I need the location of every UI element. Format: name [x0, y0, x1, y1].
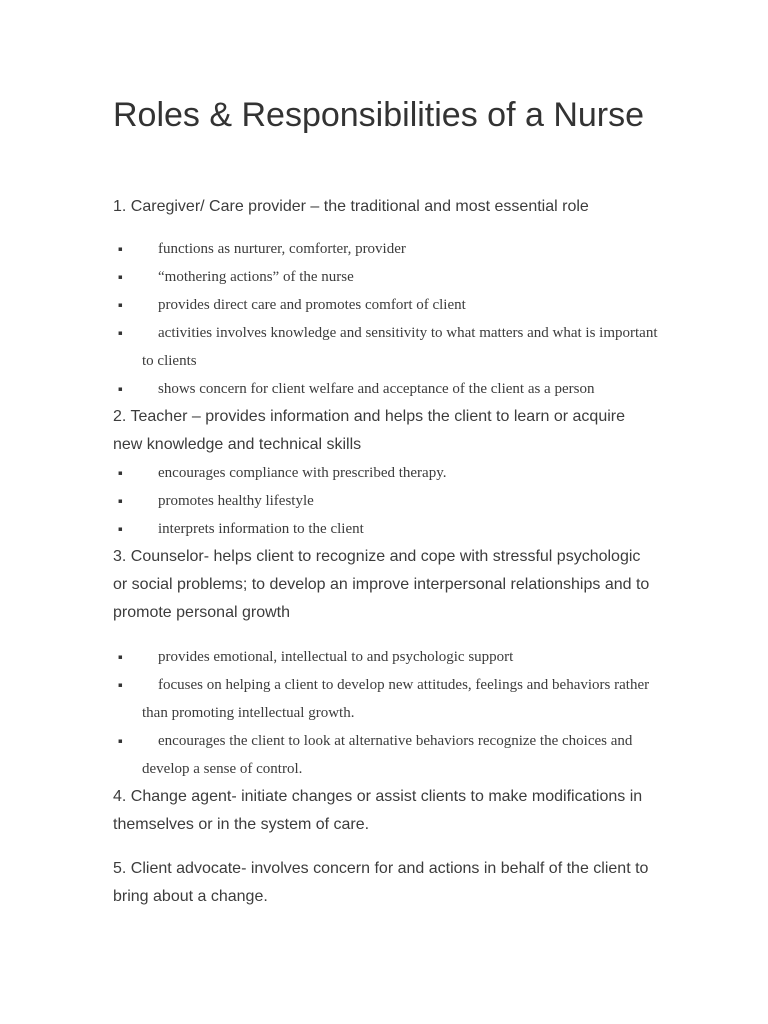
bullet-icon: ▪: [118, 301, 123, 309]
list-item-text: focuses on helping a client to develop new attitudes, feelings and behaviors rather than promoting intellectual growth.: [142, 677, 650, 721]
bullet-list-teacher: [113, 459, 658, 543]
list-item-text: “mothering actions” of the nurse: [158, 269, 354, 285]
bullet-icon: ▪: [118, 469, 123, 477]
list-item-text: promotes healthy lifestyle: [158, 493, 314, 509]
list-item: [113, 727, 658, 783]
section-heading-counselor: 3. Counselor- helps client to recognize and cope with stressful psychologic or social problems; to develop an improve interpersonal relationships and to promote personal growth: [113, 548, 650, 621]
list-item-text: functions as nurturer, comforter, provider: [158, 241, 406, 257]
bullet-icon: ▪: [118, 385, 123, 393]
list-item: [113, 263, 658, 291]
list-item: [113, 235, 658, 263]
list-item: [113, 459, 658, 487]
page-title: Roles & Responsibilities of a Nurse: [113, 96, 645, 134]
list-item-text: provides direct care and promotes comfort of client: [158, 297, 466, 313]
bullet-icon: ▪: [118, 525, 123, 533]
bullet-icon: ▪: [118, 329, 123, 337]
bullet-icon: ▪: [118, 245, 123, 253]
section-heading-caregiver: 1. Caregiver/ Care provider – the traditional and most essential role: [113, 198, 589, 215]
spacer: [113, 221, 658, 235]
document-body: [113, 193, 658, 911]
list-item: [113, 671, 658, 727]
list-item-text: shows concern for client welfare and acceptance of the client as a person: [158, 381, 595, 397]
bullet-list-counselor: [113, 643, 658, 783]
list-item: [113, 487, 658, 515]
section-heading-client-advocate: 5. Client advocate- involves concern for and actions in behalf of the client to bring about a change.: [113, 860, 649, 905]
section-heading-teacher: 2. Teacher – provides information and helps the client to learn or acquire new knowledge and technical skills: [113, 408, 626, 453]
bullet-icon: ▪: [118, 681, 123, 689]
list-item: [113, 319, 658, 375]
spacer: [113, 627, 658, 643]
list-item-text: provides emotional, intellectual to and psychologic support: [158, 649, 514, 665]
list-item-text: encourages the client to look at alternative behaviors recognize the choices and develop a sense of control.: [142, 733, 633, 777]
list-item-text: activities involves knowledge and sensitivity to what matters and what is important to clients: [142, 325, 658, 369]
list-item: [113, 375, 658, 403]
bullet-list-caregiver: [113, 235, 658, 403]
section-heading-change-agent: 4. Change agent- initiate changes or assist clients to make modifications in themselves or in the system of care.: [113, 788, 643, 833]
bullet-icon: ▪: [118, 653, 123, 661]
bullet-icon: ▪: [118, 737, 123, 745]
list-item: [113, 515, 658, 543]
list-item-text: interprets information to the client: [158, 521, 364, 537]
bullet-icon: ▪: [118, 273, 123, 281]
bullet-icon: ▪: [118, 497, 123, 505]
spacer: [113, 839, 658, 855]
list-item: [113, 643, 658, 671]
list-item-text: encourages compliance with prescribed therapy.: [158, 465, 447, 481]
list-item: [113, 291, 658, 319]
